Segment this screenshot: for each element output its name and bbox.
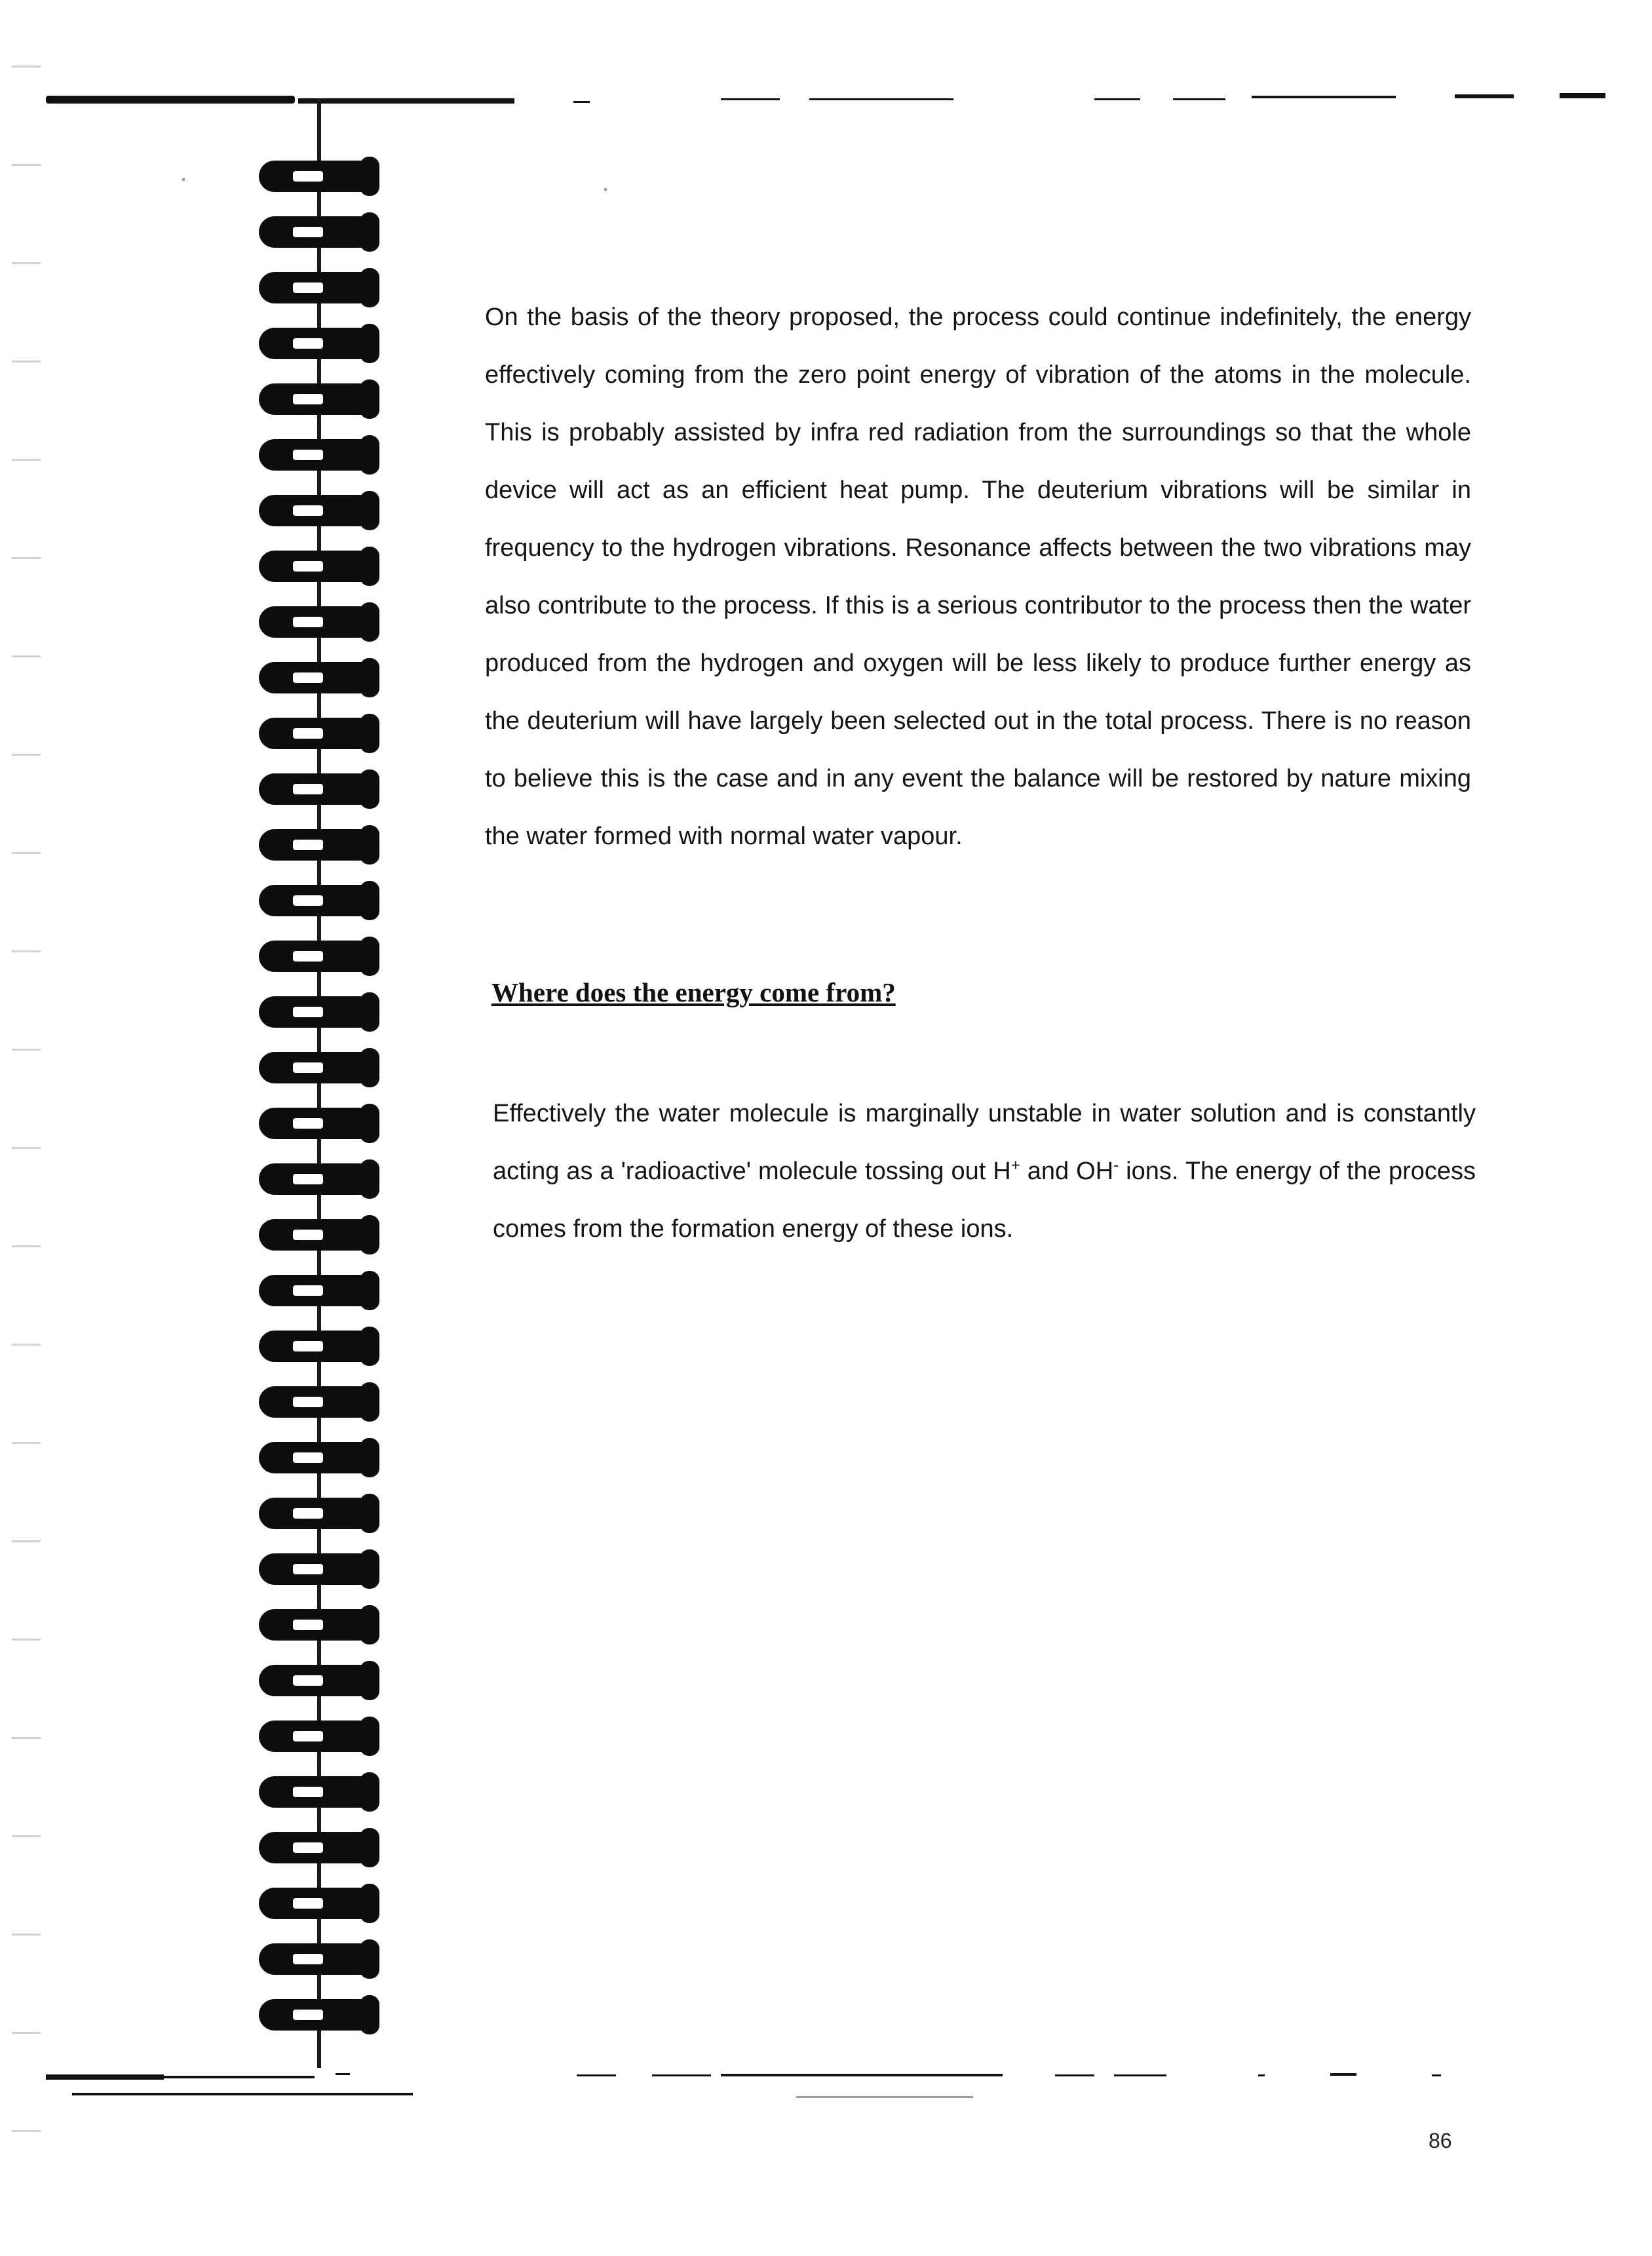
binding-ring: [259, 606, 375, 638]
binding-ring: [259, 662, 375, 693]
top-edge-line: [1560, 93, 1605, 98]
binding-ring: [259, 1609, 375, 1641]
binding-ring: [259, 718, 375, 749]
binding-ring: [259, 1219, 375, 1251]
bottom-edge-line: [721, 2074, 1003, 2076]
scan-mark: [12, 164, 41, 166]
page-number: 86: [1429, 2129, 1452, 2152]
top-edge-line: [298, 98, 514, 104]
binding-ring: [259, 1832, 375, 1863]
binding-ring: [259, 829, 375, 861]
binding-ring: [259, 1331, 375, 1362]
binding-ring: [259, 383, 375, 415]
top-edge-line: [1094, 98, 1140, 100]
bottom-edge-line: [336, 2073, 350, 2075]
binding-ring: [259, 551, 375, 582]
top-edge-line: [573, 101, 590, 103]
binding-ring: [259, 1498, 375, 1529]
bottom-edge-line: [652, 2074, 711, 2076]
scan-mark: [12, 1540, 41, 1542]
binding-ring: [259, 495, 375, 526]
scan-mark: [12, 1639, 41, 1641]
binding-ring: [259, 1052, 375, 1083]
binding-ring: [259, 773, 375, 805]
paragraph-2-text: ions. The energy of the process comes from the formation energy of these ions.: [493, 1157, 1476, 1243]
scan-mark: [12, 1049, 41, 1051]
binding-ring: [259, 1163, 375, 1195]
bottom-edge-line: [46, 2074, 164, 2080]
scan-mark: [12, 852, 41, 854]
scan-mark: [12, 1442, 41, 1444]
body-paragraph: On the basis of the theory proposed, the process could continue indefinitely, the energy effectively coming from the zero point energy of vibration of the atoms in the molecule. This is probably assisted by infra red radiation from the surroundings so that the whole device will act as an efficient heat pump. The deuterium vibrations will be similar in frequency to the hydrogen vibrations. Resonance affects between the two vibrations may also contribute to the process. If this is a serious contributor to the process then the water produced from the hydrogen and oxygen will be less likely to produce further energy as the deuterium will have largely been selected out in the total process. There is no reason to believe this is the case and in any event the balance will be restored by nature mixing the water formed with normal water vapour.: [485, 303, 1471, 850]
scan-mark: [12, 2032, 41, 2034]
bottom-edge-line: [1432, 2074, 1441, 2076]
scan-mark: [12, 66, 41, 68]
binding-ring: [259, 941, 375, 972]
h-ion-charge: +: [1010, 1156, 1020, 1175]
scan-mark: [12, 459, 41, 461]
speck: [604, 188, 607, 191]
scan-mark: [12, 950, 41, 952]
scan-mark: [12, 360, 41, 362]
scan-mark: [12, 1835, 41, 1837]
top-edge-line: [1173, 98, 1225, 100]
speck: [182, 178, 185, 181]
binding-ring: [259, 1275, 375, 1306]
scan-mark: [12, 1344, 41, 1346]
bottom-edge-line: [796, 2096, 973, 2098]
bottom-edge-line: [1055, 2074, 1094, 2076]
binding-ring: [259, 1442, 375, 1473]
binding-ring: [259, 216, 375, 248]
scan-mark: [12, 655, 41, 657]
scan-mark: [12, 1737, 41, 1739]
scan-mark: [12, 557, 41, 559]
binding-ring: [259, 1386, 375, 1418]
scan-mark: [12, 754, 41, 756]
bottom-edge-line: [72, 2093, 413, 2095]
binding-ring: [259, 328, 375, 359]
binding-ring: [259, 1721, 375, 1752]
binding-ring: [259, 1999, 375, 2031]
binding-ring: [259, 1943, 375, 1975]
top-edge-line: [1455, 94, 1514, 98]
body-paragraph-2: [493, 1085, 1476, 1258]
bottom-edge-line: [1114, 2074, 1166, 2076]
scan-mark: [12, 262, 41, 264]
top-edge-line: [809, 98, 953, 100]
binding-ring: [259, 439, 375, 471]
paragraph-2-text: and OH: [1020, 1157, 1114, 1185]
oh-ion-charge: -: [1113, 1156, 1119, 1175]
binding-ring: [259, 996, 375, 1028]
top-edge-line: [721, 98, 780, 100]
binding-ring: [259, 1553, 375, 1585]
binding-ring: [259, 1888, 375, 1919]
scan-mark: [12, 1147, 41, 1149]
binding-ring: [259, 1665, 375, 1696]
top-edge-line: [1252, 96, 1396, 98]
top-edge-line: [46, 96, 295, 104]
scan-mark: [12, 2130, 41, 2132]
section-heading: Where does the energy come from?: [491, 977, 896, 1007]
binding-ring: [259, 161, 375, 192]
bottom-edge-line: [164, 2076, 315, 2078]
binding-ring: [259, 885, 375, 916]
bottom-edge-line: [577, 2074, 616, 2076]
scan-mark: [12, 1934, 41, 1935]
binding-ring: [259, 1108, 375, 1139]
binding-ring: [259, 1776, 375, 1808]
paragraph-2-text: Effectively the water molecule is marginally unstable in water solution and is constantly acting as a 'radioactive' molecule tossing out H: [493, 1100, 1476, 1185]
binding-ring: [259, 272, 375, 303]
bottom-edge-line: [1258, 2074, 1265, 2076]
bottom-edge-line: [1330, 2073, 1356, 2076]
scan-mark: [12, 1245, 41, 1247]
